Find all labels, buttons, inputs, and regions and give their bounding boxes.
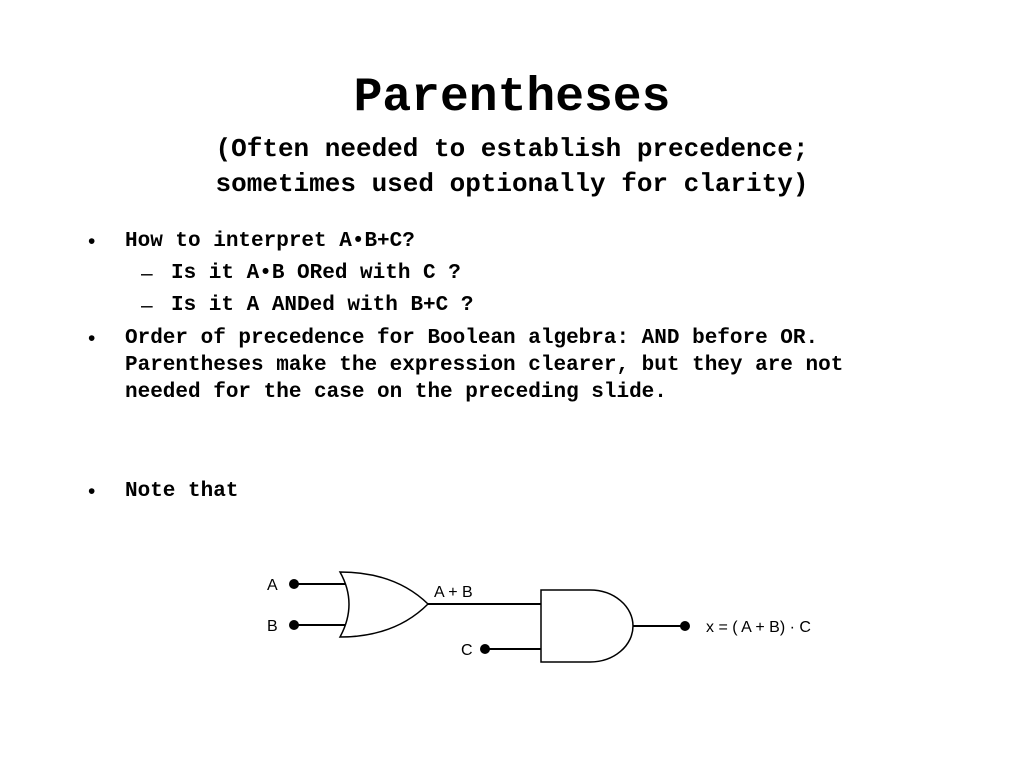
bullet-text-line: Order of precedence for Boolean algebra: AND before OR.	[125, 327, 819, 350]
or-gate	[340, 572, 428, 637]
or-output-label: A + B	[434, 584, 473, 601]
sub-bullet-text: Is it A ANDed with B+C ?	[171, 294, 474, 317]
bullet-marker: •	[88, 480, 96, 503]
sub-bullet-marker: –	[141, 262, 153, 285]
input-b-label: B	[267, 618, 278, 635]
bullet-text-line: Parentheses make the expression clearer, but they are not	[125, 354, 844, 377]
result-expression: x = ( A + B) · C	[706, 619, 811, 636]
sub-bullet-marker: –	[141, 294, 153, 317]
input-a-label: A	[267, 577, 278, 594]
sub-bullet-text: Is it A•B ORed with C ?	[171, 262, 461, 285]
slide-subtitle-line-1: (Often needed to establish precedence;	[215, 134, 809, 164]
bullet-text-line: needed for the case on the preceding slide.	[125, 381, 667, 404]
bullet-marker: •	[88, 327, 96, 350]
slide-title: Parentheses	[353, 71, 671, 125]
bullet-marker: •	[88, 230, 96, 253]
input-c-label: C	[461, 642, 473, 659]
bullet-text: Note that	[125, 480, 239, 503]
bullet-text: How to interpret A•B+C?	[125, 230, 415, 253]
slide-subtitle-line-2: sometimes used optionally for clarity)	[215, 169, 809, 199]
and-gate	[541, 590, 633, 662]
